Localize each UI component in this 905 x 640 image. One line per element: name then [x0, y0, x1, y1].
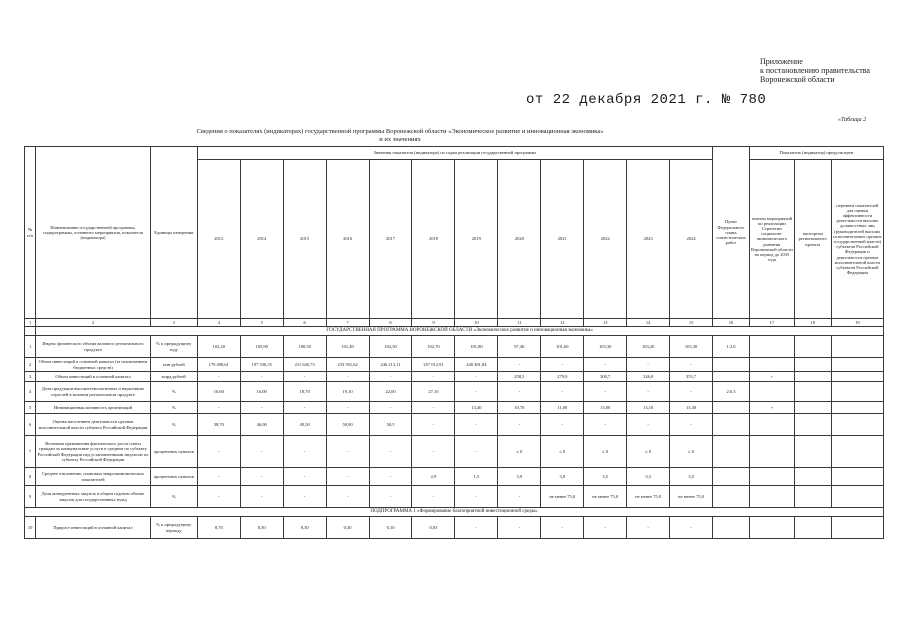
table-cell: 3,5 [584, 468, 627, 486]
table-cell: 246 213,11 [369, 358, 412, 372]
table-cell [831, 468, 883, 486]
year-cell: 2024 [670, 160, 713, 319]
caption-line: Сведения о показателях (индикаторах) государственной программы Воронежской области «Экономическое развитие и инновационная экономика» [196, 128, 604, 135]
table-row [25, 358, 884, 372]
table-cell: 102,20 [197, 336, 240, 358]
table-cell: - [455, 517, 498, 539]
table-row [25, 486, 884, 508]
appendix-line: к постановлению правительства [760, 66, 870, 75]
table-cell: - [627, 382, 670, 402]
table-cell [713, 358, 750, 372]
section-title: ГОСУДАРСТВЕННАЯ ПРОГРАММА ВОРОНЕЖСКОЙ ОБЛАСТИ «Экономическое развитие и инновационная экономика» [36, 327, 884, 336]
table-cell: - [670, 414, 713, 436]
table-row [25, 382, 884, 402]
table-cell: 50,90 [326, 414, 369, 436]
table-cell: Объем инвестиций в основной капитал (за исключением бюджетных средств) [36, 358, 151, 372]
year-cell: 2014 [240, 160, 283, 319]
table-cell: 8,30 [283, 517, 326, 539]
table-cell: 105,90 [240, 336, 283, 358]
column-number: 5 [240, 319, 283, 327]
table-cell: 6 [25, 414, 36, 436]
table-cell: - [326, 436, 369, 468]
table-cell: + [749, 372, 794, 382]
column-number: 1 [25, 319, 36, 327]
table-cell: - [412, 436, 455, 468]
table-cell: Величина превышения фактического роста платы граждан за коммунальные услуги в среднем по субъекту Российской Федерации над установленными индексом по субъекту Российской Федерации [36, 436, 151, 468]
table-cell: 103,20 [627, 336, 670, 358]
table-cell: 179 498,61 [197, 358, 240, 372]
table-cell: 13,10 [627, 402, 670, 414]
indicators-table [24, 146, 884, 539]
table-cell [749, 486, 794, 508]
table-row [25, 436, 884, 468]
table-cell: Доля конкурентных закупок в общем годовом объеме закупок для государственных нужд [36, 486, 151, 508]
table-cell: 4 [25, 382, 36, 402]
table-cell: - [197, 436, 240, 468]
table-cell: 18,70 [283, 382, 326, 402]
table-cell: % [150, 486, 197, 508]
table-cell [749, 336, 794, 358]
table-cell: 100,50 [283, 336, 326, 358]
table-cell: не менее 75,0 [670, 486, 713, 508]
table-cell: - [498, 358, 541, 372]
year-cell: 2018 [412, 160, 455, 319]
table-cell: 103,30 [670, 336, 713, 358]
table-cell: - [369, 372, 412, 382]
table-cell: 197 536,55 [240, 358, 283, 372]
table-cell: 257 012,91 [412, 358, 455, 372]
header-row [25, 147, 884, 160]
table-cell: - [369, 486, 412, 508]
table-cell: Среднее отклонение, плановых макроэкономических показателей [36, 468, 151, 486]
column-number: 8 [369, 319, 412, 327]
header-cell: Единицы измерения [150, 147, 197, 319]
subprogram-rows [25, 517, 884, 539]
header-cell: планом мероприятий по реализации Стратегии социально-экономического развития Воронежской области на период до 2035 года [749, 160, 794, 319]
table-cell: млрд рублей [150, 372, 197, 382]
table-cell [831, 372, 883, 382]
header-cell: Значения показателя (индикатора) по годам реализации государственной программы [197, 147, 712, 160]
table-cell: - [369, 436, 412, 468]
table-cell: - [498, 486, 541, 508]
table-cell: 9 [25, 486, 36, 508]
table-cell: 101,40 [326, 336, 369, 358]
table-cell: - [627, 414, 670, 436]
table-cell [713, 486, 750, 508]
table-cell: 258,5 [498, 372, 541, 382]
table-cell [749, 382, 794, 402]
year-cell: 2022 [584, 160, 627, 319]
table-cell: ≤ 0 [627, 436, 670, 468]
table-cell: - [627, 358, 670, 372]
table-cell: млн рублей [150, 358, 197, 372]
table-cell: - [326, 372, 369, 382]
table-cell: 0,30 [326, 517, 369, 539]
column-number: 11 [498, 319, 541, 327]
table-cell: 101,80 [455, 336, 498, 358]
table-cell: - [412, 402, 455, 414]
table-cell: - [197, 486, 240, 508]
table-cell: Объем инвестиций в основной капитал [36, 372, 151, 382]
year-cell: 2017 [369, 160, 412, 319]
header-cell: № п/п [25, 147, 36, 319]
table-cell: - [455, 382, 498, 402]
table-cell [794, 517, 831, 539]
table-cell: - [584, 414, 627, 436]
column-number-row [25, 319, 884, 327]
table-cell: ≤ 0 [584, 436, 627, 468]
header-cell: паспортом регионального проекта [794, 160, 831, 319]
table-cell: 3,0 [670, 468, 713, 486]
table-cell: % [150, 402, 197, 414]
table-cell: 10 [25, 517, 36, 539]
table-cell [794, 372, 831, 382]
table-cell: - [283, 402, 326, 414]
column-number: 16 [713, 319, 750, 327]
table-cell: - [670, 358, 713, 372]
table-cell: - [627, 517, 670, 539]
table-cell: - [326, 468, 369, 486]
table-cell: 279,9 [541, 372, 584, 382]
table-cell: - [498, 414, 541, 436]
table-cell: 211 640,73 [283, 358, 326, 372]
column-number: 12 [541, 319, 584, 327]
table-cell: - [498, 382, 541, 402]
table-cell: - [412, 486, 455, 508]
table-cell: 19,10 [326, 382, 369, 402]
column-number: 10 [455, 319, 498, 327]
table-cell: 3 [25, 372, 36, 382]
year-cell: 2021 [541, 160, 584, 319]
table-cell: % к предыдущему году [150, 336, 197, 358]
table-cell: % [150, 414, 197, 436]
header-cell: перечнем показателей для оценки эффективности деятельности высших должностных лиц (руководителей высших исполнительных органов государственной власти) субъектов Российской Федерации и деятельности органов исполнительной власти субъектов Российской Федерации [831, 160, 883, 319]
table-cell: - [283, 372, 326, 382]
table-cell: 2,9 [412, 468, 455, 486]
table-cell: - [584, 358, 627, 372]
table-cell [713, 414, 750, 436]
table-cell: % [150, 382, 197, 402]
table-cell: - [541, 517, 584, 539]
year-cell: 2016 [326, 160, 369, 319]
column-number: 9 [412, 319, 455, 327]
table-cell: - [197, 372, 240, 382]
table-cell: 13,00 [584, 402, 627, 414]
table-cell [794, 402, 831, 414]
table-cell: Оценка населением деятельности органов исполнительной власти субъекта Российской Федерации [36, 414, 151, 436]
table-cell: 7 [25, 436, 36, 468]
table-cell: 2.6.3 [713, 382, 750, 402]
table-cell: 0,03 [412, 517, 455, 539]
table-cell [831, 486, 883, 508]
table-cell: - [326, 402, 369, 414]
header-cell: Показатель (индикатор) предусмотрен [749, 147, 883, 160]
table-cell: % к предыдущему периоду [150, 517, 197, 539]
table-cell [713, 436, 750, 468]
appendix-line: Воронежской области [760, 75, 835, 84]
table-cell: 300,7 [584, 372, 627, 382]
table-cell: 3,3 [627, 468, 670, 486]
header-cell: Пункт Федерального плана статистических работ [713, 147, 750, 319]
table-cell: ≤ 0 [670, 436, 713, 468]
table-cell: 13,40 [455, 402, 498, 414]
column-number: 2 [36, 319, 151, 327]
table-cell [794, 436, 831, 468]
table-cell: 46,00 [240, 414, 283, 436]
table-cell: 38,70 [197, 414, 240, 436]
table-cell: - [369, 402, 412, 414]
table-cell [749, 414, 794, 436]
table-cell: 3,9 [498, 468, 541, 486]
table-cell: не менее 75,0 [627, 486, 670, 508]
table-cell: 102,70 [412, 336, 455, 358]
table-cell: - [412, 414, 455, 436]
table-cell: не менее 75,0 [584, 486, 627, 508]
table-cell: Индекс физического объема валового регионального продукта [36, 336, 151, 358]
table-cell: - [498, 517, 541, 539]
header-cell: Наименование государственной программы, подпрограммы, основного мероприятия, показателя (индикатора) [36, 147, 151, 319]
table-cell [794, 382, 831, 402]
program-rows [25, 336, 884, 508]
table-cell: 353,7 [670, 372, 713, 382]
table-cell: - [670, 382, 713, 402]
table-cell: Инновационная активность организаций [36, 402, 151, 414]
appendix-block [760, 57, 870, 84]
table-cell: 1,5 [455, 468, 498, 486]
table-cell [794, 468, 831, 486]
appendix-line: Приложение [760, 57, 803, 66]
table-cell: - [584, 517, 627, 539]
table-cell: 16,60 [197, 382, 240, 402]
table-cell: 49,50 [283, 414, 326, 436]
year-cell: 2013 [197, 160, 240, 319]
year-cell: 2023 [627, 160, 670, 319]
table-row [25, 336, 884, 358]
caption-line: и их значениях [379, 136, 421, 143]
table-cell [831, 414, 883, 436]
table-row [25, 372, 884, 382]
table-cell: Прирост инвестиций в основной капитал [36, 517, 151, 539]
table-cell [749, 517, 794, 539]
decree-date: от 22 декабря 2021 г. № 780 [526, 92, 767, 108]
table-cell: - [455, 436, 498, 468]
table-cell [749, 358, 794, 372]
column-number: 3 [150, 319, 197, 327]
column-number: 6 [283, 319, 326, 327]
table-cell [831, 517, 883, 539]
table-cell: 5 [25, 402, 36, 414]
table-cell: 50,5 [369, 414, 412, 436]
table-row [25, 468, 884, 486]
table-cell: 1.2.6 [713, 336, 750, 358]
table-cell [713, 372, 750, 382]
table-cell: - [455, 486, 498, 508]
table-cell: + [749, 402, 794, 414]
table-cell: - [283, 486, 326, 508]
table-cell: - [541, 358, 584, 372]
table-cell [831, 358, 883, 372]
table-cell: процентных пунктов [150, 436, 197, 468]
table-cell [749, 468, 794, 486]
table-cell: не менее 75,0 [541, 486, 584, 508]
table-row [25, 517, 884, 539]
table-cell [794, 358, 831, 372]
table-cell: 97,40 [498, 336, 541, 358]
table-cell [713, 402, 750, 414]
table-cell [831, 382, 883, 402]
section-row [25, 508, 884, 517]
table-cell [831, 402, 883, 414]
table-cell: - [455, 414, 498, 436]
table-row [25, 414, 884, 436]
table-cell: 8,50 [240, 517, 283, 539]
column-number: 14 [627, 319, 670, 327]
table-cell [713, 517, 750, 539]
column-number: 7 [326, 319, 369, 327]
table-cell: процентных пунктов [150, 468, 197, 486]
table-cell: 233 501,62 [326, 358, 369, 372]
table-cell: 8,70 [197, 517, 240, 539]
empty-cell [25, 327, 36, 336]
table-cell: 248 481,84 [455, 358, 498, 372]
table-caption [140, 128, 660, 144]
table-cell: 13,30 [670, 402, 713, 414]
table-cell: 102,50 [369, 336, 412, 358]
table-cell: - [240, 436, 283, 468]
table-cell: - [240, 486, 283, 508]
column-number: 4 [197, 319, 240, 327]
table-cell: Доля продукции высокотехнологичных и наукоемких отраслей в валовом региональном продукте [36, 382, 151, 402]
column-number: 17 [749, 319, 794, 327]
table-number: «Таблица 2 [838, 117, 867, 123]
table-cell: ≤ 0 [541, 436, 584, 468]
table-cell: 0,10 [369, 517, 412, 539]
table-cell: 16,00 [240, 382, 283, 402]
table-cell [794, 414, 831, 436]
table-cell: - [584, 382, 627, 402]
column-number: 13 [584, 319, 627, 327]
column-number: 19 [831, 319, 883, 327]
year-cell: 2019 [455, 160, 498, 319]
table-cell: ≤ 0 [498, 436, 541, 468]
table-cell: 8 [25, 468, 36, 486]
table-cell: - [369, 468, 412, 486]
table-cell: - [197, 402, 240, 414]
table-cell: 10,70 [498, 402, 541, 414]
table-cell: - [283, 468, 326, 486]
table-cell: 27,10 [412, 382, 455, 402]
table-cell: 22,00 [369, 382, 412, 402]
table-cell: - [240, 468, 283, 486]
table-cell: 11,00 [541, 402, 584, 414]
table-cell: - [541, 382, 584, 402]
table-cell: 3,8 [541, 468, 584, 486]
year-cell: 2020 [498, 160, 541, 319]
table-cell [794, 336, 831, 358]
table-cell: 1 [25, 336, 36, 358]
column-number: 18 [794, 319, 831, 327]
table-cell: - [455, 372, 498, 382]
table-cell [831, 336, 883, 358]
table-cell: - [670, 517, 713, 539]
table-cell: 101,60 [541, 336, 584, 358]
table-cell: 2 [25, 358, 36, 372]
table-cell: - [412, 372, 455, 382]
table-cell: - [283, 436, 326, 468]
table-cell [713, 468, 750, 486]
table-cell: - [240, 402, 283, 414]
table-row [25, 402, 884, 414]
section-row [25, 327, 884, 336]
table-cell: - [326, 486, 369, 508]
table-cell: 103,30 [584, 336, 627, 358]
table-cell: - [197, 468, 240, 486]
year-cell: 2015 [283, 160, 326, 319]
section-title: ПОДПРОГРАММА 1 «Формирование благоприятной инвестиционной среды» [25, 508, 884, 517]
table-cell: 326,0 [627, 372, 670, 382]
table-cell [831, 436, 883, 468]
table-cell [749, 436, 794, 468]
column-number: 15 [670, 319, 713, 327]
table-cell [794, 486, 831, 508]
table-cell: - [240, 372, 283, 382]
table-cell: - [541, 414, 584, 436]
